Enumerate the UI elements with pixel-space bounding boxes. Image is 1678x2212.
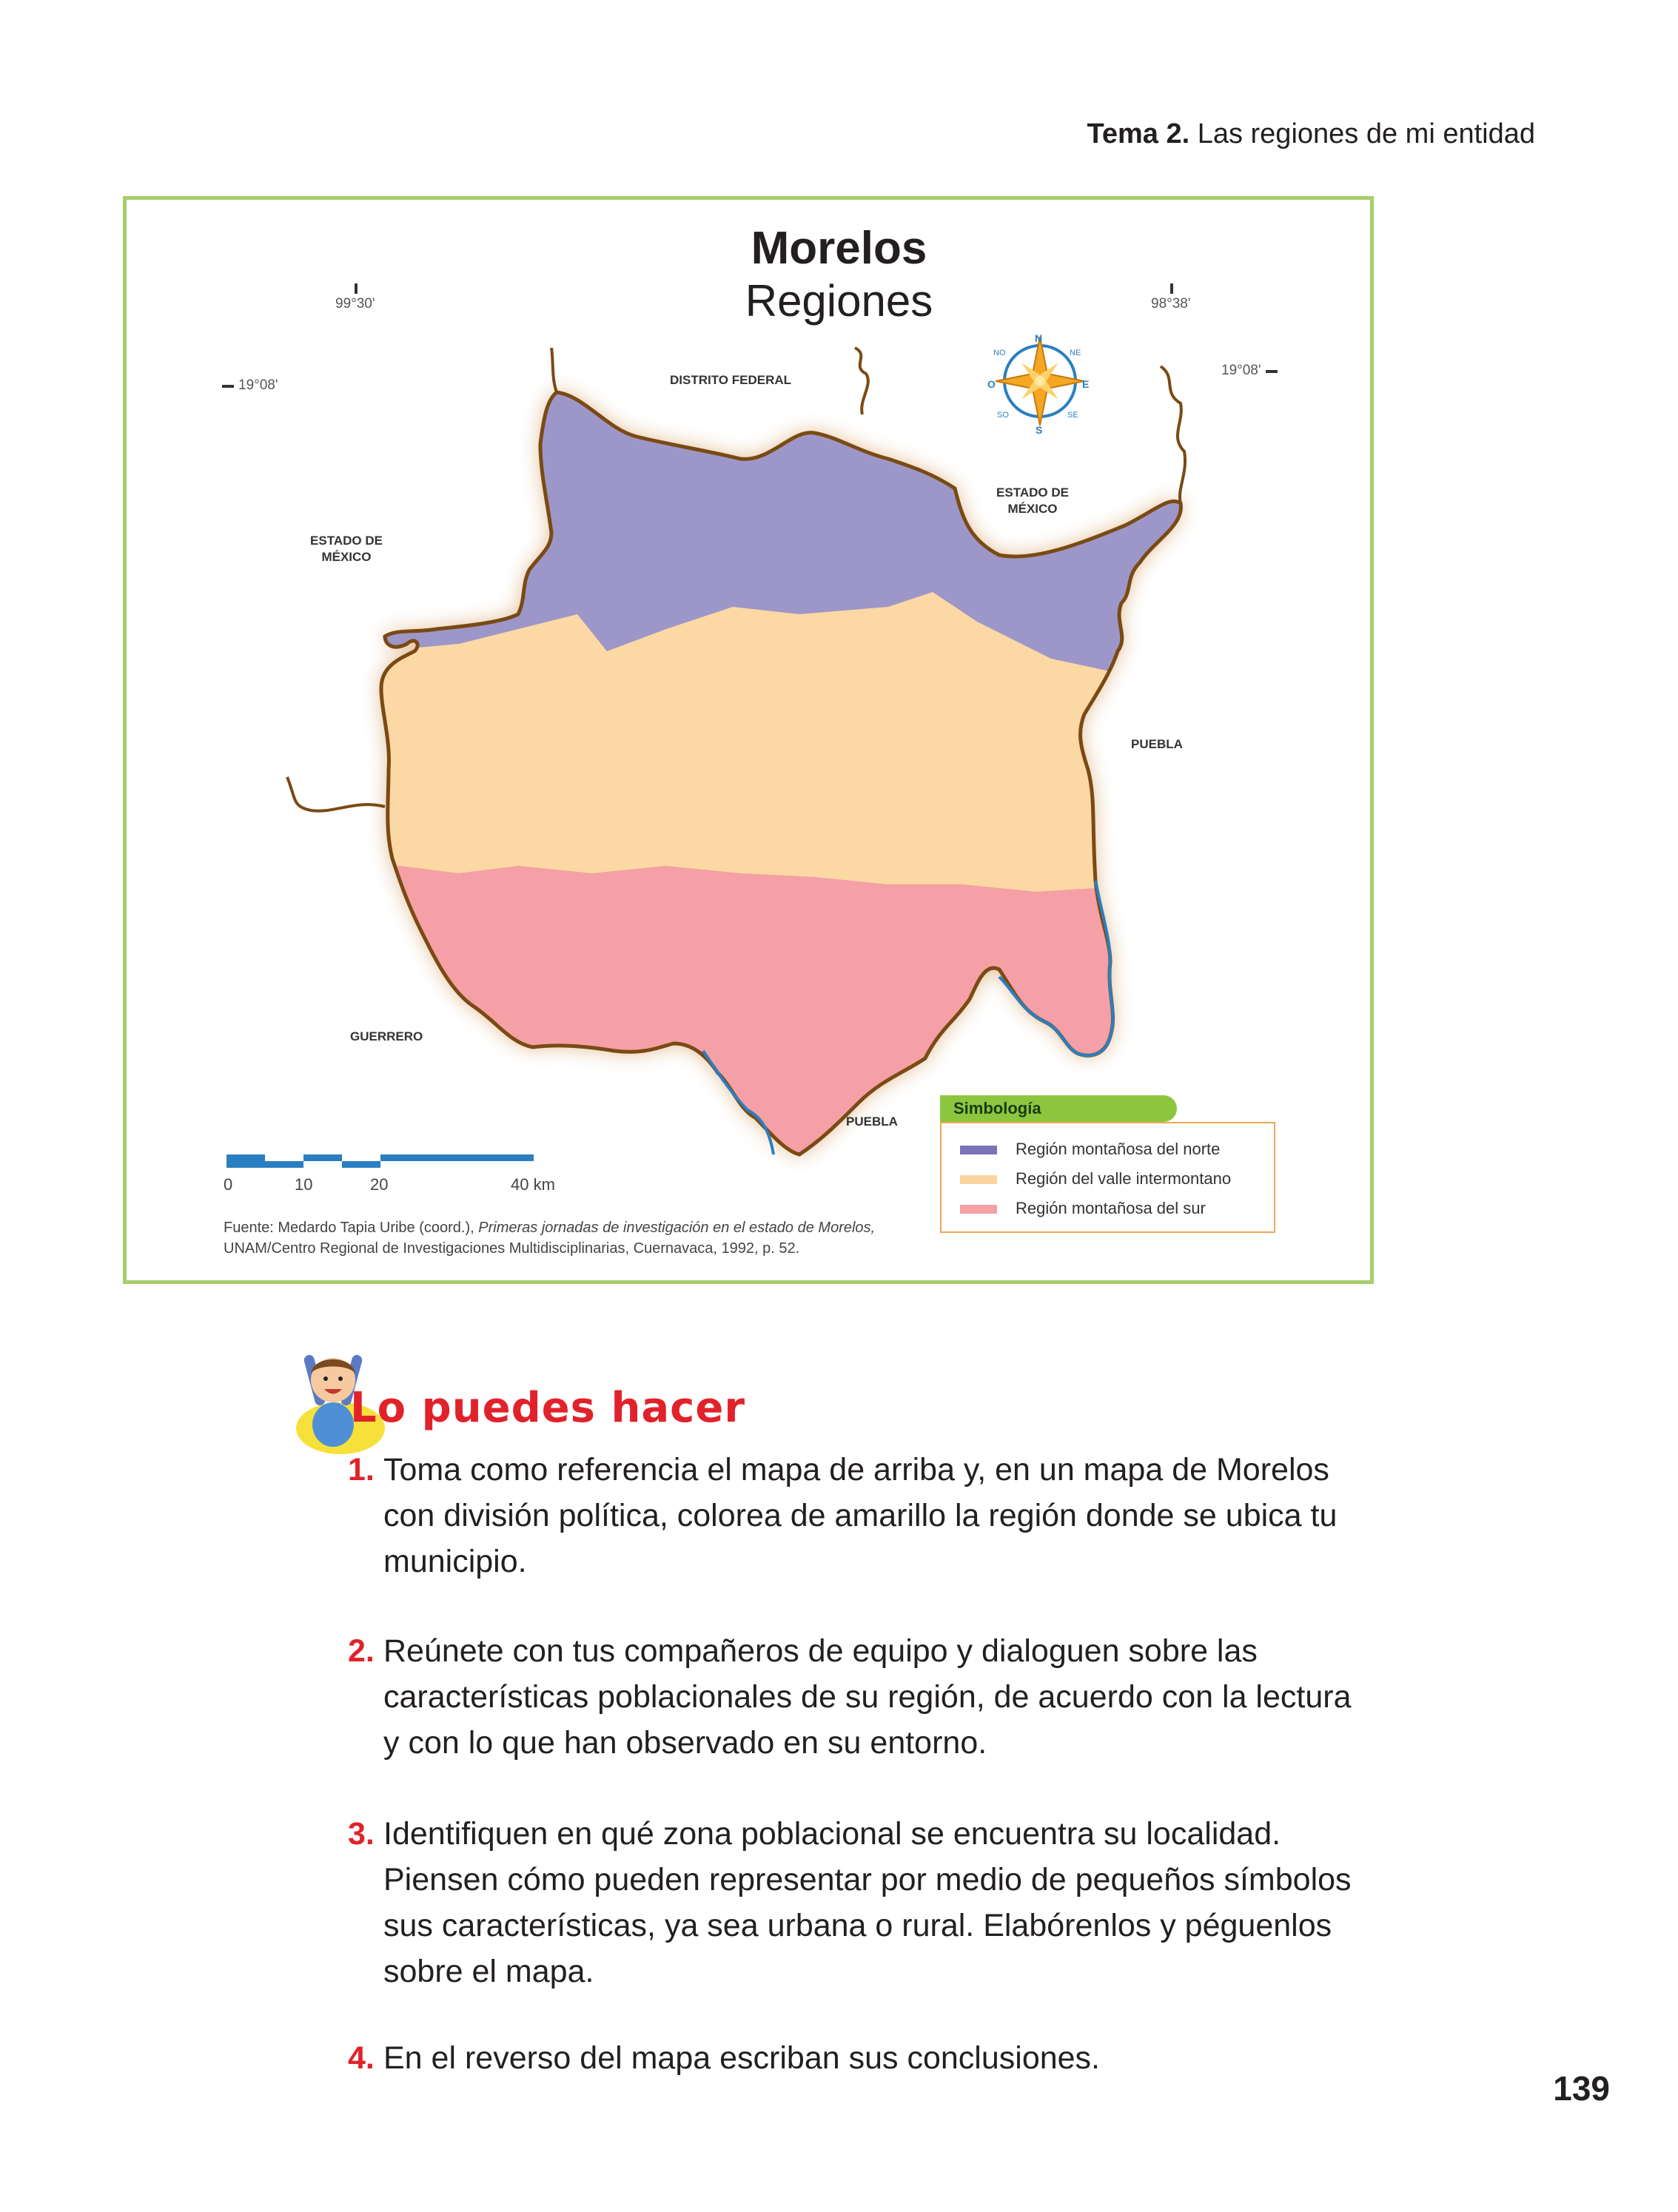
topic-title: Las regiones de mi entidad: [1189, 118, 1535, 149]
scale-label-10: 10: [295, 1175, 313, 1194]
legend-swatch: [960, 1175, 997, 1184]
tick-mark: [222, 385, 234, 388]
map-source: Fuente: Medardo Tapia Uribe (coord.), Primeras jornadas de investigación en el estado de Morelos, UNAM/Centro Regional de Investigaciones Multidisciplinarias, Cuernavaca, 1992, p. 52.: [224, 1220, 876, 1257]
activity-item-number: 2.: [348, 1633, 375, 1669]
compass-se: SE: [1067, 411, 1078, 420]
activity-item-text: Identifiquen en qué zona poblacional se encuentra su localidad. Piensen cómo pueden representar por medio de pequeños símbolos sus características, ya sea urbana o rural. Elabórenlos y péguenlos sobre el mapa.: [383, 1816, 1352, 1989]
label-puebla-south: PUEBLA: [846, 1115, 898, 1129]
label-edomex-right: ESTADO DE MÉXICO: [996, 485, 1069, 516]
longitude-right: 98°38': [1151, 296, 1191, 312]
compass-o: O: [987, 378, 996, 390]
activity-item-text: Toma como referencia el mapa de arriba y, en un mapa de Morelos con división política, colorea de amarillo la región donde se ubica tu municipio.: [383, 1452, 1338, 1579]
compass-s: S: [1036, 424, 1043, 436]
compass-n: N: [1035, 332, 1043, 344]
compass-ne: NE: [1070, 349, 1081, 357]
label-guerrero: GUERRERO: [350, 1029, 423, 1043]
latitude-left: 19°08': [238, 377, 278, 393]
activity-item-number: 1.: [348, 1452, 375, 1487]
compass-so: SO: [997, 411, 1009, 420]
map-subtitle: Regiones: [745, 276, 933, 326]
tick-mark: [355, 283, 358, 294]
tick-mark: [1266, 370, 1278, 373]
activity-item-text: En el reverso del mapa escriban sus conclusiones.: [383, 2040, 1101, 2076]
legend: [940, 1122, 1275, 1233]
legend-title: Simbología: [940, 1095, 1177, 1122]
longitude-left: 99°30': [335, 296, 375, 312]
tick-mark: [1170, 283, 1173, 294]
page-number: 139: [1553, 2069, 1610, 2108]
compass-e: E: [1082, 378, 1090, 390]
activity-item-number: 4.: [348, 2040, 375, 2076]
scale-label-0: 0: [224, 1175, 233, 1194]
latitude-right: 19°08': [1221, 363, 1261, 378]
map-title: Morelos: [751, 223, 927, 274]
topic-number: Tema 2.: [1087, 118, 1190, 149]
legend-swatch: [960, 1205, 997, 1214]
activity-title: Lo puedes hacer: [350, 1384, 745, 1432]
scale-label-20: 20: [370, 1175, 389, 1194]
legend-swatch: [960, 1146, 997, 1154]
legend-item: Región montañosa del sur: [960, 1199, 1206, 1218]
compass-no: NO: [993, 349, 1006, 357]
scale-bar: [226, 1154, 534, 1168]
legend-item: Región montañosa del norte: [960, 1140, 1220, 1159]
scale-label-40: 40 km: [511, 1175, 555, 1194]
legend-item: Región del valle intermontano: [960, 1169, 1231, 1189]
label-edomex-left: ESTADO DE MÉXICO: [310, 534, 383, 564]
activity-item-text: Reúnete con tus compañeros de equipo y dialoguen sobre las características poblacionales de su región, de acuerdo con la lectura y con lo que han observado en su entorno.: [383, 1633, 1352, 1761]
label-distrito-federal: DISTRITO FEDERAL: [670, 373, 792, 387]
label-puebla-east: PUEBLA: [1131, 737, 1183, 751]
activity-item-number: 3.: [348, 1816, 375, 1852]
